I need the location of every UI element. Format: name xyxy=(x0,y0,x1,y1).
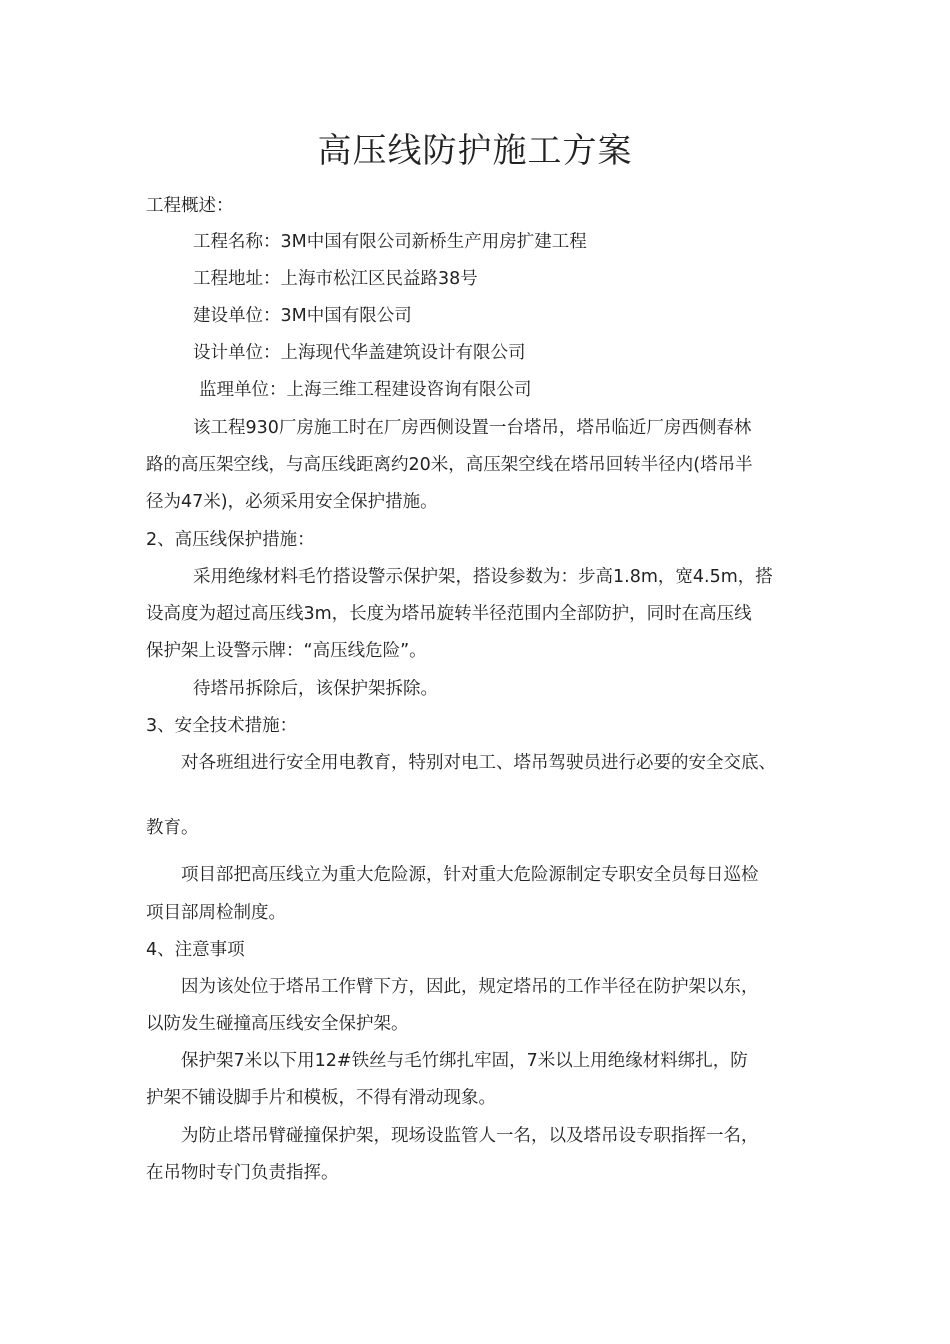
design-unit: 设计单位：上海现代华盖建筑设计有限公司 xyxy=(193,343,526,363)
overview-line-1: 该工程930厂房施工时在厂房西侧设置一台塔吊，塔吊临近厂房西侧春林 xyxy=(193,418,752,438)
section3-para1-line-2: 教育。 xyxy=(146,818,199,838)
section3-para1-line-1: 对各班组进行安全用电教育，特别对电工、塔吊驾驶员进行必要的安全交底、 xyxy=(181,753,776,773)
section4-para2-line-1: 保护架7米以下用12#铁丝与毛竹绑扎牢固，7米以上用绝缘材料绑扎，防 xyxy=(181,1051,748,1071)
section2-para1-line-2: 设高度为超过高压线3m，长度为塔吊旋转半径范围内全部防护，同时在高压线 xyxy=(146,604,752,624)
section4-para1-line-1: 因为该处位于塔吊工作臂下方，因此，规定塔吊的工作半径在防护架以东， xyxy=(181,977,759,997)
overview-line-3: 径为47米)，必须采用安全保护措施。 xyxy=(146,492,438,512)
project-address: 工程地址：上海市松江区民益路38号 xyxy=(193,269,478,289)
section4-heading: 4、注意事项 xyxy=(146,940,245,960)
section3-para2-line-2: 项目部周检制度。 xyxy=(146,903,286,923)
section4-para2-line-2: 护架不铺设脚手片和模板，不得有滑动现象。 xyxy=(146,1088,496,1108)
project-name: 工程名称：3M中国有限公司新桥生产用房扩建工程 xyxy=(193,232,587,252)
supervision-unit: 监理单位：上海三维工程建设咨询有限公司 xyxy=(199,380,532,400)
section4-para3-line-2: 在吊物时专门负责指挥。 xyxy=(146,1163,339,1183)
section2-heading: 2、高压线保护措施： xyxy=(146,530,315,550)
document-title: 高压线防护施工方案 xyxy=(317,131,633,171)
section2-para2: 待塔吊拆除后，该保护架拆除。 xyxy=(193,679,438,699)
section2-para1-line-1: 采用绝缘材料毛竹搭设警示保护架，搭设参数为：步高1.8m，宽4.5m，搭 xyxy=(193,567,773,587)
section3-heading: 3、安全技术措施： xyxy=(146,716,298,736)
overview-heading: 工程概述： xyxy=(146,196,234,216)
section4-para3-line-1: 为防止塔吊臂碰撞保护架，现场设监管人一名，以及塔吊设专职指挥一名， xyxy=(181,1126,759,1146)
construction-unit: 建设单位：3M中国有限公司 xyxy=(193,306,412,326)
section2-para1-line-3: 保护架上设警示牌：“高压线危险”。 xyxy=(146,641,427,661)
overview-line-2: 路的高压架空线，与高压线距离约20米，高压架空线在塔吊回转半径内(塔吊半 xyxy=(146,455,753,475)
section4-para1-line-2: 以防发生碰撞高压线安全保护架。 xyxy=(146,1014,409,1034)
section3-para2-line-1: 项目部把高压线立为重大危险源，针对重大危险源制定专职安全员每日巡检 xyxy=(181,865,759,885)
